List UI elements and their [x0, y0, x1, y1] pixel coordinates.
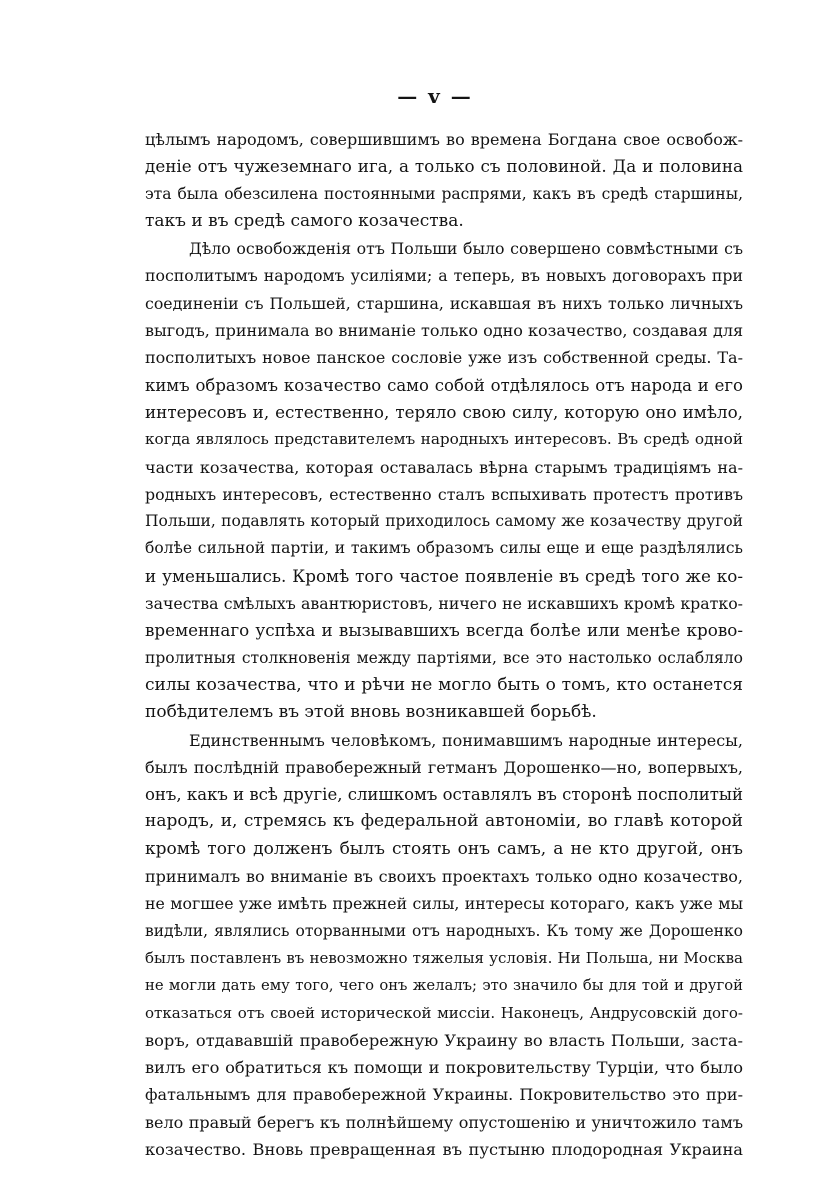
- text-line: принималъ во вниманіе въ своихъ проектахъ только одно козачество,: [145, 867, 743, 887]
- text-line: фатальнымъ для правобережной Украины. Покровительство это при-: [145, 1085, 743, 1105]
- text-line: родныхъ интересовъ, естественно сталъ вспыхивать протестъ противъ: [145, 484, 743, 504]
- text-line: соединеніи съ Польшей, старшина, искавшая въ нихъ только личныхъ: [145, 293, 743, 313]
- text-line: побѣдителемъ въ этой вновь возникавшей борьбѣ.: [145, 702, 597, 723]
- text-line: вилъ его обратиться къ помощи и покровительству Турціи, что было: [145, 1058, 743, 1078]
- text-line: кромѣ того долженъ былъ стоять онъ самъ, а не кто другой, онъ: [145, 838, 743, 859]
- text-line: посполитымъ народомъ усиліями; а теперь, въ новыхъ договорахъ при: [145, 266, 743, 286]
- text-line: воръ, отдававшій правобережную Украину во власть Польши, заста-: [145, 1030, 743, 1050]
- text-line: былъ поставленъ въ невозможно тяжелыя условія. Ни Польша, ни Москва: [145, 948, 743, 967]
- text-line: части козачества, которая оставалась вѣрна старымъ традиціямъ на-: [145, 457, 743, 477]
- text-line: когда являлось представителемъ народныхъ интересовъ. Въ средѣ одной: [145, 430, 743, 449]
- text-line: Дѣло освобожденія отъ Польши было совершено совмѣстными съ: [189, 239, 743, 259]
- text-line: отказаться отъ своей исторической миссіи. Наконецъ, Андрусовскій дого-: [145, 1003, 743, 1022]
- text-line: зачества смѣлыхъ авантюристовъ, ничего не искавшихъ кромѣ кратко-: [145, 594, 743, 614]
- text-line: болѣе сильной партіи, и такимъ образомъ силы еще и еще раздѣлялись: [145, 539, 743, 558]
- page-number: — v —: [397, 84, 473, 108]
- text-line: видѣли, являлись оторванными отъ народныхъ. Къ тому же Дорошенко: [145, 921, 743, 940]
- text-line: эта была обезсилена постоянными распрями, какъ въ средѣ старшины,: [145, 184, 743, 203]
- text-line: цѣлымъ народомъ, совершившимъ во времена Богдана свое освобож-: [145, 130, 743, 149]
- text-line: козачество. Вновь превращенная въ пустыню плодородная Украина: [145, 1139, 743, 1159]
- text-line: выгодъ, принимала во вниманіе только одно козачество, создавая для: [145, 321, 743, 341]
- text-line: такъ и въ средѣ самого козачества.: [145, 210, 464, 231]
- text-line: деніе отъ чужеземнаго ига, а только съ половиной. Да и половина: [145, 156, 743, 177]
- text-line: вело правый берегъ къ полнѣйшему опустошенію и уничтожило тамъ: [145, 1112, 743, 1132]
- text-line: не могшее уже имѣть прежней силы, интересы котораго, какъ уже мы: [145, 894, 743, 914]
- text-line: и уменьшались. Кромѣ того частое появленіе въ средѣ того же ко-: [145, 565, 743, 586]
- text-line: временнаго успѣха и вызывавшихъ всегда болѣе или менѣе крово-: [145, 620, 743, 641]
- text-line: пролитныя столкновенія между партіями, все это настолько ослабляло: [145, 648, 743, 667]
- text-line: Единственнымъ человѣкомъ, понимавшимъ народные интересы,: [189, 730, 743, 750]
- text-line: онъ, какъ и всѣ другіе, слишкомъ оставлялъ въ сторонѣ посполитый: [145, 785, 743, 805]
- text-line: интересовъ и, естественно, теряло свою силу, которую оно имѣло,: [145, 401, 743, 422]
- body-text: [145, 126, 743, 1163]
- text-line: Польши, подавлять который приходилось самому же козачеству другой: [145, 512, 743, 531]
- text-line: посполитыхъ новое панское сословіе уже изъ собственной среды. Та-: [145, 348, 743, 368]
- text-line: былъ послѣдній правобережный гетманъ Дорошенко—но, вопервыхъ,: [145, 757, 743, 777]
- text-line: народъ, и, стремясь къ федеральной автономіи, во главѣ которой: [145, 811, 743, 832]
- text-line: не могли дать ему того, чего онъ желалъ; это значило бы для той и другой: [145, 977, 743, 995]
- text-line: кимъ образомъ козачество само собой отдѣлялось отъ народа и его: [145, 375, 743, 395]
- text-line: силы козачества, что и рѣчи не могло быть о томъ, кто останется: [145, 674, 743, 695]
